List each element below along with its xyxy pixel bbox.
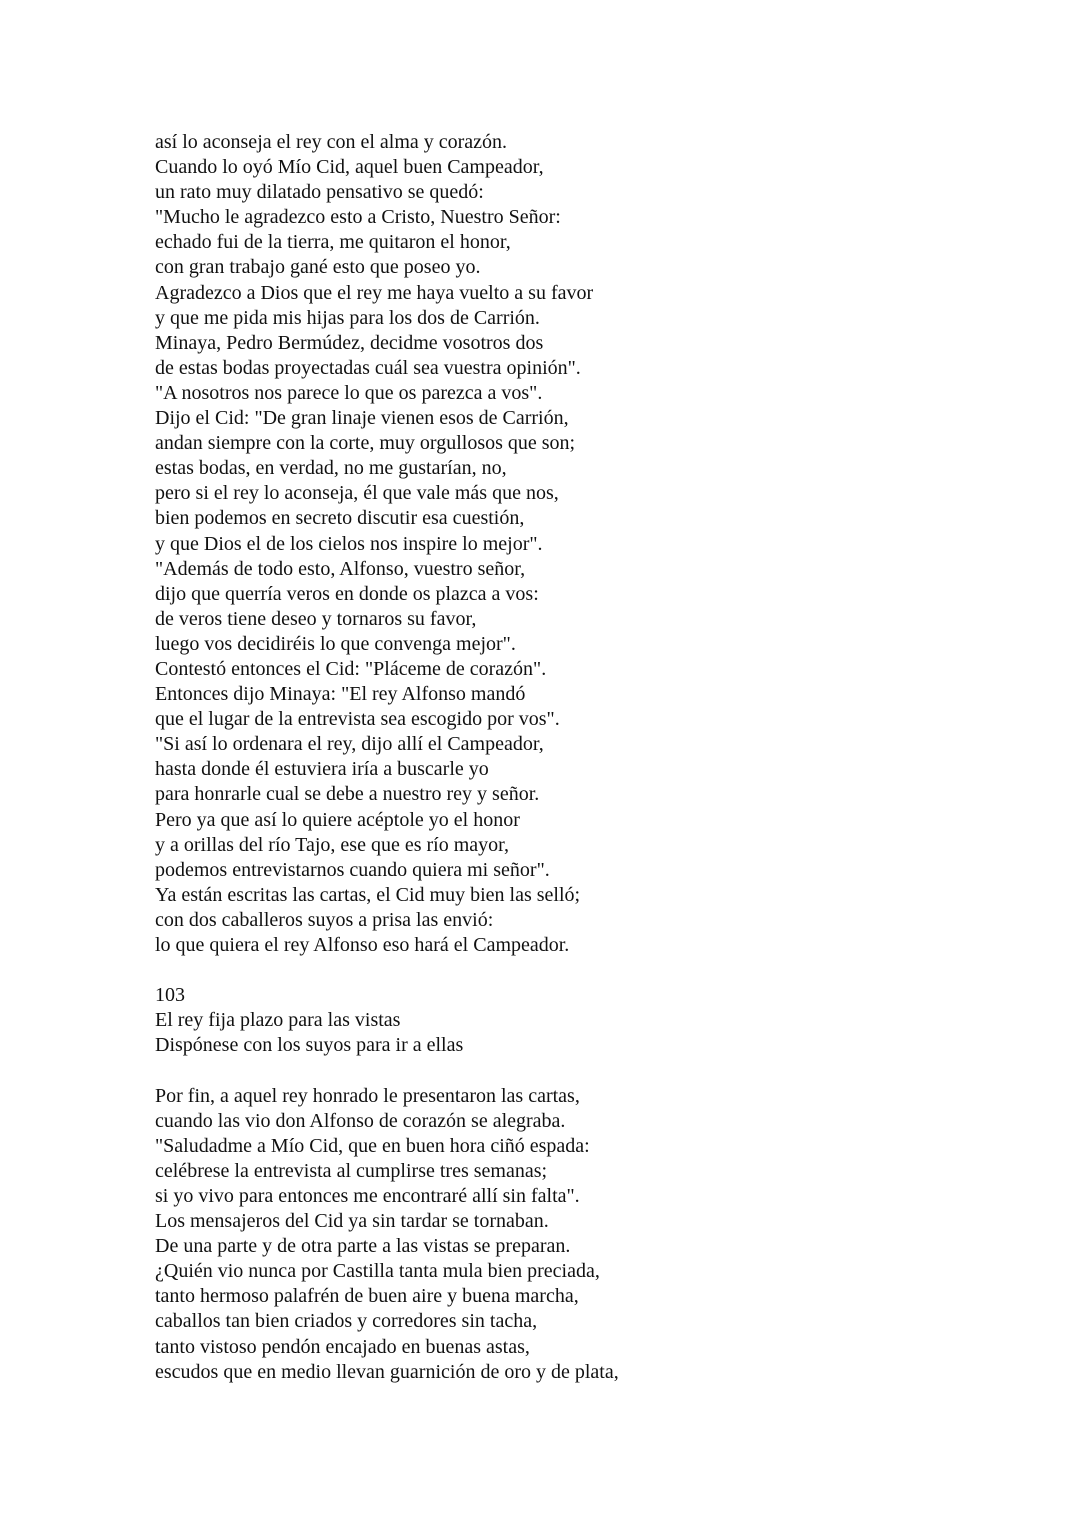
verse-line: lo que quiera el rey Alfonso eso hará el Campeador. [155, 934, 570, 956]
verse-line: hasta donde él estuviera iría a buscarle yo [155, 758, 489, 781]
section-heading [155, 983, 1055, 1058]
verse-line: de veros tiene deseo y tornaros su favor, [155, 607, 477, 630]
verse-line: Pero ya que así lo quiere acéptole yo el honor [155, 808, 520, 831]
verse-line: pero si el rey lo aconseja, él que vale más que nos, [155, 482, 559, 505]
verse-line: bien podemos en secreto discutir esa cuestión, [155, 507, 525, 530]
verse-line: "Además de todo esto, Alfonso, vuestro señor, [155, 557, 526, 580]
verse-line: ¿Quién vio nunca por Castilla tanta mula bien preciada, [155, 1260, 600, 1283]
verse-line: un rato muy dilatado pensativo se quedó: [155, 181, 484, 204]
verse-line: escudos que en medio llevan guarnición de oro y de plata, [155, 1360, 619, 1383]
verse-line: tanto hermoso palafrén de buen aire y buena marcha, [155, 1285, 579, 1308]
verse-line: Contestó entonces el Cid: "Pláceme de corazón". [155, 657, 547, 680]
verse-line: "Saludadme a Mío Cid, que en buen hora ciñó espada: [155, 1134, 590, 1157]
verse-line: con dos caballeros suyos a prisa las envió: [155, 908, 494, 931]
verse-line: "Mucho le agradezco esto a Cristo, Nuestro Señor: [155, 206, 561, 229]
verse-line: luego vos decidiréis lo que convenga mejor". [155, 632, 516, 655]
verse-line: "Si así lo ordenara el rey, dijo allí el Campeador, [155, 733, 544, 756]
verse-line: Por fin, a aquel rey honrado le presentaron las cartas, [155, 1084, 580, 1107]
verse-line: para honrarle cual se debe a nuestro rey y señor. [155, 783, 540, 806]
verse-line: y que Dios el de los cielos nos inspire lo mejor". [155, 532, 543, 555]
verse-line: Entonces dijo Minaya: "El rey Alfonso mandó [155, 683, 526, 706]
document-page [155, 130, 1055, 1385]
verse-line: dijo que querría veros en donde os plazca a vos: [155, 582, 539, 605]
verse-line: y a orillas del río Tajo, ese que es río mayor, [155, 833, 509, 856]
verse-passage-2 [155, 1084, 1055, 1385]
verse-line: y que me pida mis hijas para los dos de Carrión. [155, 306, 540, 329]
verse-line: "A nosotros nos parece lo que os parezca a vos". [155, 381, 543, 404]
section-number: 103 [155, 984, 185, 1007]
verse-line: Dijo el Cid: "De gran linaje vienen esos de Carrión, [155, 407, 569, 430]
verse-line: De una parte y de otra parte a las vistas se preparan. [155, 1235, 571, 1258]
verse-line: cuando las vio don Alfonso de corazón se alegraba. [155, 1109, 566, 1132]
verse-line: Ya están escritas las cartas, el Cid muy bien las selló; [155, 883, 581, 906]
verse-line: caballos tan bien criados y corredores sin tacha, [155, 1310, 538, 1333]
verse-line: de estas bodas proyectadas cuál sea vuestra opinión". [155, 356, 581, 379]
verse-passage-1 [155, 130, 1055, 958]
verse-line: Cuando lo oyó Mío Cid, aquel buen Campeador, [155, 156, 544, 179]
verse-line: que el lugar de la entrevista sea escogido por vos". [155, 708, 560, 731]
section-subtitle: Dispónese con los suyos para ir a ellas [155, 1034, 464, 1057]
stanza-gap [155, 958, 1055, 983]
verse-line: Los mensajeros del Cid ya sin tardar se tornaban. [155, 1210, 549, 1233]
verse-line: andan siempre con la corte, muy orgullosos que son; [155, 432, 576, 455]
verse-line: si yo vivo para entonces me encontraré allí sin falta". [155, 1184, 580, 1207]
verse-line: podemos entrevistarnos cuando quiera mi señor". [155, 858, 550, 881]
verse-line: así lo aconseja el rey con el alma y corazón. [155, 131, 508, 153]
verse-line: celébrese la entrevista al cumplirse tres semanas; [155, 1159, 548, 1182]
verse-line: Minaya, Pedro Bermúdez, decidme vosotros dos [155, 331, 544, 354]
verse-line: estas bodas, en verdad, no me gustarían, no, [155, 457, 507, 480]
verse-line: tanto vistoso pendón encajado en buenas astas, [155, 1335, 530, 1358]
section-subtitle: El rey fija plazo para las vistas [155, 1009, 401, 1032]
verse-line: Agradezco a Dios que el rey me haya vuelto a su favor [155, 281, 594, 304]
verse-line: con gran trabajo gané esto que poseo yo. [155, 256, 481, 279]
verse-line: echado fui de la tierra, me quitaron el honor, [155, 231, 511, 254]
stanza-gap [155, 1058, 1055, 1083]
